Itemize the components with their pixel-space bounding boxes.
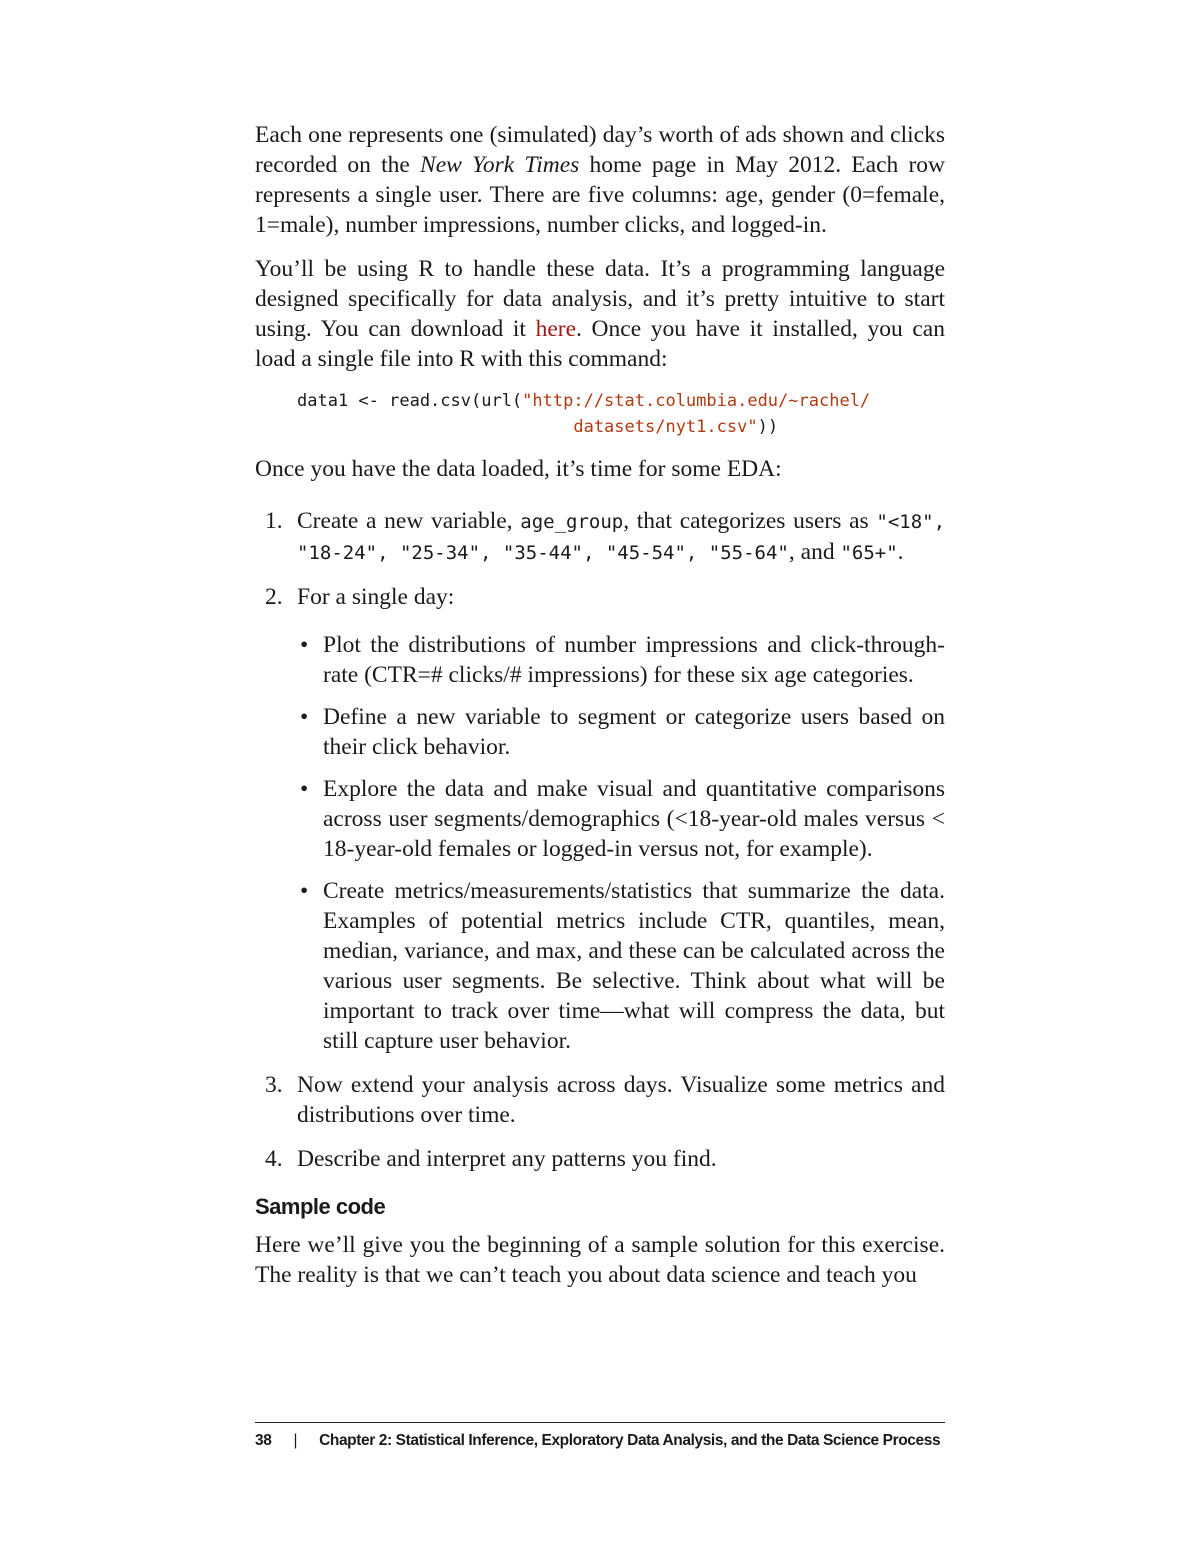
paragraph-sample-code: Here we’ll give you the beginning of a sample solution for this exercise. The reality is that we can’t teach you about data science and teach you bbox=[255, 1232, 945, 1288]
list-item: 3. Now extend your analysis across days. Visualize some metrics and distributions over time. bbox=[265, 1072, 945, 1128]
page-footer bbox=[255, 1432, 945, 1450]
bullet-item: • Explore the data and make visual and quantitative comparisons across user segments/demographics (<18-year-old males versus < 18-year-old females or logged-in versus not, for example). bbox=[300, 776, 945, 862]
bullet-list bbox=[297, 630, 945, 1056]
paragraph-eda: Once you have the data loaded, it’s time for some EDA: bbox=[255, 456, 782, 482]
paragraph-using-r: You’ll be using R to handle these data. It’s a programming language designed specifically for data analysis, and it’s pretty intuitive to start using. You can download it here. Once you have it installed, you can load a single file into R with this command: bbox=[255, 256, 945, 372]
page-number: 38 bbox=[255, 1432, 272, 1449]
steps-list bbox=[255, 506, 945, 1174]
list-item: 4. Describe and interpret any patterns you find. bbox=[265, 1146, 717, 1172]
publication-title: New York Times bbox=[420, 152, 580, 178]
download-r-link[interactable]: here bbox=[535, 316, 577, 342]
chapter-title: Chapter 2: Statistical Inference, Exploratory Data Analysis, and the Data Science Process bbox=[319, 1432, 941, 1449]
list-item: 1. Create a new variable, age_group, that categorizes users as "<18", "18-24", "25-34", "35-44", "45-54", "55-64", and "65+". bbox=[265, 508, 946, 565]
bullet-item: • Define a new variable to segment or categorize users based on their click behavior. bbox=[300, 704, 945, 760]
code-block: data1 <- read.csv(url("http://stat.columbia.edu/~rachel/ datasets/nyt1.csv")) bbox=[297, 391, 871, 437]
footer-separator: | bbox=[293, 1432, 298, 1449]
section-heading: Sample code bbox=[255, 1194, 386, 1219]
list-item: 2. For a single day: • Plot the distributions of number impressions and click-through-rate (CTR=# clicks/# impressions) for these six age categories. • Define a new variable to segment or categorize users based on their click behavior. • Explore the data and make visual and quantitative comparisons across user segments/demographics (<18-year-old males versus < 18-year-old females or logged-in versus not, for example). • Create metrics/measurements/statistics that summarize the data. Examples of potential metrics include CTR, quantiles, mean, median, variance, and max, and these can be calculated across the various user segments. Be selective. Think about what will be important to track over time—what will compress the data, but still capture user behavior. bbox=[265, 584, 945, 1054]
page-body bbox=[255, 120, 945, 1304]
paragraph-intro: Each one represents one (simulated) day’s worth of ads shown and clicks recorded on the New York Times home page in May 2012. Each row represents a single user. There are five columns: age, gender (0=female, 1=male), number impressions, number clicks, and logged-in. bbox=[255, 122, 946, 238]
bullet-item: • Plot the distributions of number impressions and click-through-rate (CTR=# clicks/# impressions) for these six age categories. bbox=[300, 632, 945, 688]
footer-divider bbox=[255, 1422, 945, 1423]
bullet-item: • Create metrics/measurements/statistics that summarize the data. Examples of potential metrics include CTR, quantiles, mean, median, variance, and max, and these can be calculated across the various user segments. Be selective. Think about what will be important to track over time—what will compress the data, but still capture user behavior. bbox=[300, 878, 945, 1054]
